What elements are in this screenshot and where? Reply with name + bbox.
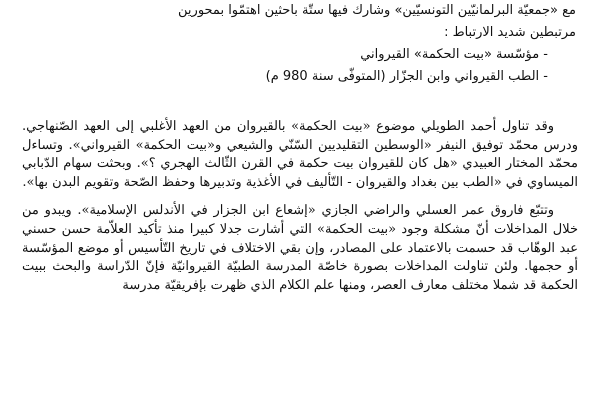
intro-line-2: مرتبطين شديد الارتباط : xyxy=(444,25,576,40)
paragraph-2: وتتبّع فاروق عمر العسلي والراضي الجازي «إشعاع ابن الجزار في الأندلس الإسلامية». ويبدو من خلال المداخلات أنّ مشكلة وجود «بيت الحكمة» التي أشارت جدلا كبيرا منذ تأكيد العلاّمة حسن حسني عبد الوهّاب قد حسمت بالاعتماد على المصادر، وإن بقي الاختلاف في تاريخ التّأسيس أو موضع المؤسّسة أو حجمها. ولئن تناولت المداخلات بصورة خاصّة المدرسة الطبيّة القيروانيّة فإنّ الدّراسة والبحث ببيت الحكمة قد شملا مختلف معارف العصر، ومنها علم الكلام الذي ظهرت بإفريقيّة مدرسة xyxy=(22,203,578,293)
intro-block xyxy=(18,0,576,88)
bullet-item-medicine-ibn-al-jazzar: - الطب القيرواني وابن الجزّار (المتوفّى سنة 980 م) xyxy=(265,69,548,84)
intro-line-1: مع «جمعيّة البرلمانيّين التونسيّين» وشارك فيها ستّة باحثين اهتمّوا بمحورين xyxy=(178,3,576,18)
paragraph-1: وقد تناول أحمد الطويلي موضوع «بيت الحكمة» بالقيروان من العهد الأغلبي إلى العهد الصّنهاجي. ودرس محمّد توفيق النيفر «الوسطين التقليديين السّنّي والشيعي و«بيت الحكمة» القيرواني». وتساءل محمّد المختار العبيدي «هل كان للقيروان بيت حكمة في القرن الثّالث الهجري ؟». وبحثت سهام الدّبابي الميساوي في «الطب بين بغداد والقيروان - التّأليف في الأغذية وتدبيرها وحفظ الصّحة وتقويم البدن بها». xyxy=(22,119,578,190)
bullet-item-bayt-al-hikma: - مؤسّسة «بيت الحكمة» القيرواني xyxy=(360,47,548,62)
body-text xyxy=(22,118,578,305)
